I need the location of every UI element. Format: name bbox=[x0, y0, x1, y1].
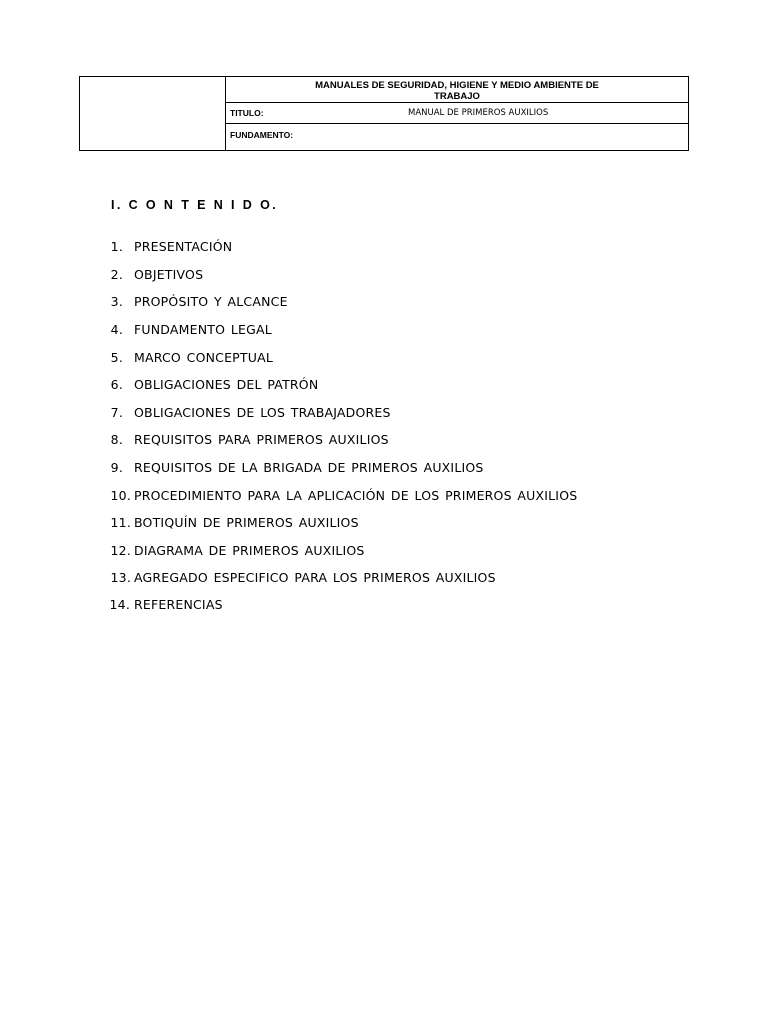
toc-text: MARCO CONCEPTUAL bbox=[134, 350, 274, 365]
toc-text: PROPÓSITO Y ALCANCE bbox=[134, 294, 288, 309]
toc-number: 5. bbox=[110, 350, 123, 365]
toc-number: 13. bbox=[110, 570, 131, 585]
toc-number: 12. bbox=[110, 543, 131, 558]
toc-number: 4. bbox=[110, 322, 123, 337]
toc-number: 2. bbox=[110, 267, 123, 282]
toc-text: OBLIGACIONES DE LOS TRABAJADORES bbox=[134, 405, 391, 420]
toc-number: 11. bbox=[110, 515, 131, 530]
toc-number: 10. bbox=[110, 488, 131, 503]
section-heading: I. C O N T E N I D O. bbox=[111, 198, 279, 212]
logo-cell bbox=[80, 77, 226, 150]
toc-text: DIAGRAMA DE PRIMEROS AUXILIOS bbox=[134, 543, 365, 558]
titulo-label: TITULO: bbox=[230, 108, 264, 118]
toc-number: 9. bbox=[110, 460, 123, 475]
toc-number: 3. bbox=[110, 294, 123, 309]
toc-number: 14. bbox=[109, 597, 130, 612]
fundamento-label: FUNDAMENTO: bbox=[230, 130, 294, 140]
document-header-table bbox=[79, 76, 689, 151]
toc-text: FUNDAMENTO LEGAL bbox=[134, 322, 272, 337]
titulo-value: MANUAL DE PRIMEROS AUXILIOS bbox=[408, 108, 549, 118]
manual-series-title-line1: MANUALES DE SEGURIDAD, HIGIENE Y MEDIO AMBIENTE DE bbox=[315, 80, 599, 91]
toc-text: BOTIQUÍN DE PRIMEROS AUXILIOS bbox=[134, 515, 359, 530]
toc-text: REQUISITOS PARA PRIMEROS AUXILIOS bbox=[134, 432, 389, 447]
toc-number: 8. bbox=[110, 432, 123, 447]
toc-text: REFERENCIAS bbox=[134, 597, 223, 612]
toc-number: 1. bbox=[110, 239, 123, 254]
toc-text: AGREGADO ESPECIFICO PARA LOS PRIMEROS AUXILIOS bbox=[134, 570, 496, 585]
toc-number: 6. bbox=[110, 377, 123, 392]
toc-text: PROCEDIMIENTO PARA LA APLICACIÓN DE LOS PRIMEROS AUXILIOS bbox=[134, 488, 578, 503]
titulo-row bbox=[226, 103, 688, 124]
toc-text: OBLIGACIONES DEL PATRÓN bbox=[134, 377, 319, 392]
manual-series-title bbox=[226, 77, 688, 103]
toc-text: OBJETIVOS bbox=[134, 267, 204, 282]
toc-text: PRESENTACIÓN bbox=[134, 239, 233, 254]
toc-text: REQUISITOS DE LA BRIGADA DE PRIMEROS AUXILIOS bbox=[134, 460, 484, 475]
fundamento-row bbox=[226, 124, 688, 150]
toc-number: 7. bbox=[110, 405, 123, 420]
manual-series-title-line2: TRABAJO bbox=[434, 90, 480, 102]
